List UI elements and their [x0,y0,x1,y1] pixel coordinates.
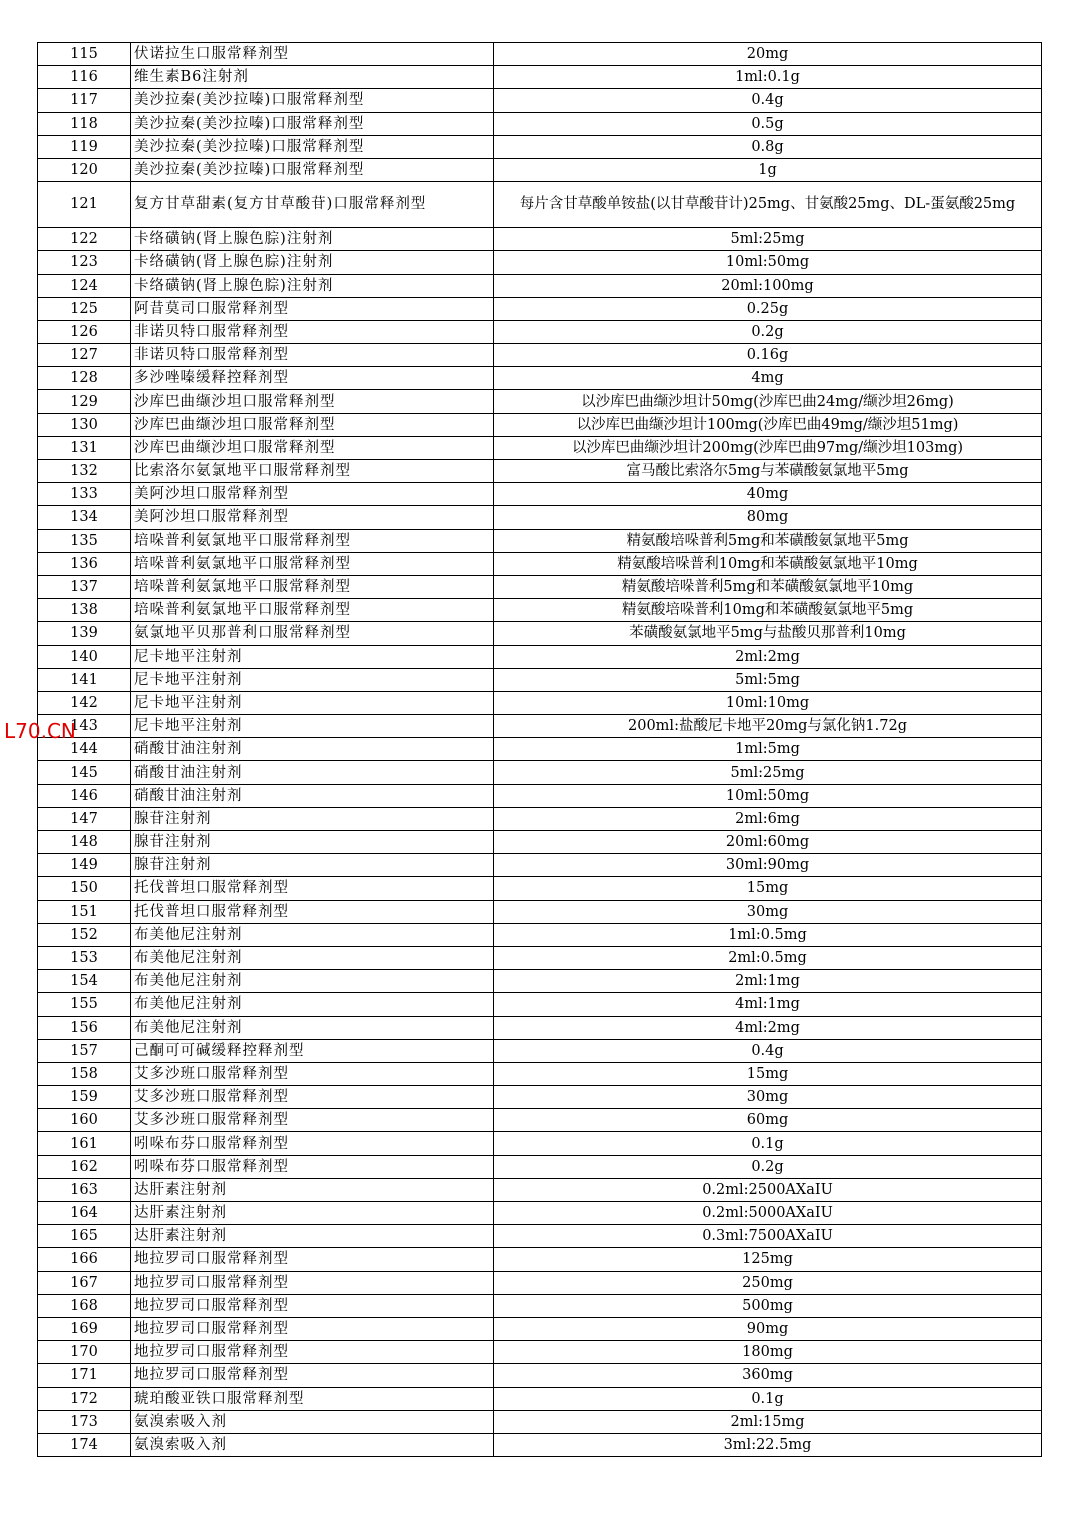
drug-specification: 2ml:2mg [494,645,1042,668]
table-row [38,367,1042,390]
row-number: 133 [38,483,131,506]
row-number: 161 [38,1132,131,1155]
drug-specification: 0.8g [494,135,1042,158]
table-row [38,413,1042,436]
drug-name: 维生素B6注射剂 [131,66,494,89]
drug-specification: 2ml:6mg [494,807,1042,830]
row-number: 126 [38,320,131,343]
drug-specification: 0.25g [494,297,1042,320]
drug-name: 达肝素注射剂 [131,1202,494,1225]
drug-specification: 30mg [494,1086,1042,1109]
row-number: 129 [38,390,131,413]
drug-specification: 3ml:22.5mg [494,1433,1042,1456]
row-number: 159 [38,1086,131,1109]
row-number: 154 [38,970,131,993]
drug-name: 布美他尼注射剂 [131,946,494,969]
table-row [38,297,1042,320]
row-number: 124 [38,274,131,297]
drug-specification: 10ml:50mg [494,251,1042,274]
drug-name: 培哚普利氨氯地平口服常释剂型 [131,575,494,598]
table-row [38,1016,1042,1039]
row-number: 150 [38,877,131,900]
table-row [38,715,1042,738]
drug-name: 比索洛尔氨氯地平口服常释剂型 [131,460,494,483]
drug-name: 硝酸甘油注射剂 [131,738,494,761]
drug-name: 布美他尼注射剂 [131,923,494,946]
drug-specification: 4ml:1mg [494,993,1042,1016]
table-row [38,552,1042,575]
row-number: 122 [38,228,131,251]
watermark-text: L70.CN [4,719,76,743]
row-number: 148 [38,831,131,854]
drug-specification: 以沙库巴曲缬沙坦计200mg(沙库巴曲97mg/缬沙坦103mg) [494,436,1042,459]
drug-specification: 10ml:10mg [494,691,1042,714]
drug-name: 培哚普利氨氯地平口服常释剂型 [131,552,494,575]
row-number: 145 [38,761,131,784]
row-number: 146 [38,784,131,807]
row-number: 164 [38,1202,131,1225]
row-number: 170 [38,1341,131,1364]
row-number: 128 [38,367,131,390]
drug-name: 美沙拉秦(美沙拉嗪)口服常释剂型 [131,135,494,158]
drug-specification: 2ml:1mg [494,970,1042,993]
drug-specification: 2ml:0.5mg [494,946,1042,969]
table-row [38,436,1042,459]
row-number: 127 [38,344,131,367]
drug-specification: 0.2g [494,320,1042,343]
row-number: 123 [38,251,131,274]
table-row [38,1294,1042,1317]
drug-name: 复方甘草甜素(复方甘草酸苷)口服常释剂型 [131,182,494,228]
table-row [38,993,1042,1016]
drug-name: 布美他尼注射剂 [131,1016,494,1039]
row-number: 156 [38,1016,131,1039]
drug-name: 非诺贝特口服常释剂型 [131,344,494,367]
row-number: 171 [38,1364,131,1387]
drug-specification: 0.3ml:7500AXaIU [494,1225,1042,1248]
drug-specification: 0.2g [494,1155,1042,1178]
row-number: 136 [38,552,131,575]
row-number: 168 [38,1294,131,1317]
row-number: 131 [38,436,131,459]
drug-specification: 以沙库巴曲缬沙坦计100mg(沙库巴曲49mg/缬沙坦51mg) [494,413,1042,436]
row-number: 152 [38,923,131,946]
table-row [38,877,1042,900]
drug-name: 沙库巴曲缬沙坦口服常释剂型 [131,390,494,413]
row-number: 138 [38,599,131,622]
table-row [38,923,1042,946]
table-row [38,1317,1042,1340]
drug-name: 阿昔莫司口服常释剂型 [131,297,494,320]
drug-name: 卡络磺钠(肾上腺色腙)注射剂 [131,251,494,274]
drug-specification: 80mg [494,506,1042,529]
table-row [38,1109,1042,1132]
drug-name: 腺苷注射剂 [131,831,494,854]
drug-specification: 1g [494,158,1042,181]
drug-name: 地拉罗司口服常释剂型 [131,1341,494,1364]
drug-name: 硝酸甘油注射剂 [131,761,494,784]
table-row [38,1132,1042,1155]
row-number: 139 [38,622,131,645]
drug-name: 卡络磺钠(肾上腺色腙)注射剂 [131,274,494,297]
drug-specification: 0.5g [494,112,1042,135]
drug-name: 布美他尼注射剂 [131,970,494,993]
drug-specification: 125mg [494,1248,1042,1271]
table-row [38,854,1042,877]
table-row [38,691,1042,714]
drug-name: 琥珀酸亚铁口服常释剂型 [131,1387,494,1410]
row-number: 135 [38,529,131,552]
drug-name: 腺苷注射剂 [131,807,494,830]
table-row [38,251,1042,274]
drug-name: 地拉罗司口服常释剂型 [131,1364,494,1387]
row-number: 165 [38,1225,131,1248]
table-row [38,738,1042,761]
drug-specification: 精氨酸培哚普利10mg和苯磺酸氨氯地平5mg [494,599,1042,622]
drug-name: 托伐普坦口服常释剂型 [131,900,494,923]
drug-name: 美沙拉秦(美沙拉嗪)口服常释剂型 [131,158,494,181]
drug-name: 美沙拉秦(美沙拉嗪)口服常释剂型 [131,89,494,112]
row-number: 166 [38,1248,131,1271]
drug-name: 艾多沙班口服常释剂型 [131,1109,494,1132]
table-row [38,66,1042,89]
drug-name: 沙库巴曲缬沙坦口服常释剂型 [131,436,494,459]
drug-specification: 20ml:60mg [494,831,1042,854]
row-number: 155 [38,993,131,1016]
table-row [38,1039,1042,1062]
row-number: 173 [38,1410,131,1433]
drug-specification: 苯磺酸氨氯地平5mg与盐酸贝那普利10mg [494,622,1042,645]
drug-name: 美阿沙坦口服常释剂型 [131,506,494,529]
drug-name: 布美他尼注射剂 [131,993,494,1016]
table-row [38,970,1042,993]
table-row [38,831,1042,854]
drug-specification: 每片含甘草酸单铵盐(以甘草酸苷计)25mg、甘氨酸25mg、DL-蛋氨酸25mg [494,182,1042,228]
table-row [38,158,1042,181]
drug-name: 艾多沙班口服常释剂型 [131,1086,494,1109]
drug-list-table [37,42,1042,1457]
table-row [38,575,1042,598]
table-row [38,1271,1042,1294]
drug-specification: 1ml:0.1g [494,66,1042,89]
drug-name: 沙库巴曲缬沙坦口服常释剂型 [131,413,494,436]
drug-specification: 5ml:25mg [494,761,1042,784]
row-number: 172 [38,1387,131,1410]
table-row [38,668,1042,691]
table-row [38,1410,1042,1433]
drug-name: 美阿沙坦口服常释剂型 [131,483,494,506]
row-number: 115 [38,43,131,66]
drug-specification: 20mg [494,43,1042,66]
drug-list-table-container [37,42,1041,1457]
row-number: 169 [38,1317,131,1340]
drug-name: 尼卡地平注射剂 [131,668,494,691]
drug-name: 腺苷注射剂 [131,854,494,877]
drug-specification: 20ml:100mg [494,274,1042,297]
row-number: 149 [38,854,131,877]
row-number: 140 [38,645,131,668]
table-row [38,320,1042,343]
drug-name: 托伐普坦口服常释剂型 [131,877,494,900]
table-body [38,43,1042,1457]
table-row [38,599,1042,622]
drug-name: 美沙拉秦(美沙拉嗪)口服常释剂型 [131,112,494,135]
row-number: 120 [38,158,131,181]
drug-name: 尼卡地平注射剂 [131,715,494,738]
table-row [38,1433,1042,1456]
drug-name: 尼卡地平注射剂 [131,645,494,668]
row-number: 125 [38,297,131,320]
drug-name: 达肝素注射剂 [131,1178,494,1201]
drug-specification: 360mg [494,1364,1042,1387]
row-number: 157 [38,1039,131,1062]
drug-specification: 30ml:90mg [494,854,1042,877]
table-row [38,900,1042,923]
table-row [38,43,1042,66]
table-row [38,1155,1042,1178]
drug-name: 地拉罗司口服常释剂型 [131,1271,494,1294]
table-row [38,1248,1042,1271]
drug-specification: 以沙库巴曲缬沙坦计50mg(沙库巴曲24mg/缬沙坦26mg) [494,390,1042,413]
table-row [38,1178,1042,1201]
drug-name: 地拉罗司口服常释剂型 [131,1317,494,1340]
row-number: 130 [38,413,131,436]
table-row [38,182,1042,228]
drug-specification: 2ml:15mg [494,1410,1042,1433]
row-number: 132 [38,460,131,483]
drug-name: 多沙唑嗪缓释控释剂型 [131,367,494,390]
drug-specification: 0.4g [494,1039,1042,1062]
table-row [38,761,1042,784]
drug-specification: 5ml:25mg [494,228,1042,251]
table-row [38,506,1042,529]
drug-specification: 15mg [494,877,1042,900]
row-number: 121 [38,182,131,228]
drug-specification: 4mg [494,367,1042,390]
table-row [38,807,1042,830]
drug-name: 艾多沙班口服常释剂型 [131,1062,494,1085]
drug-specification: 500mg [494,1294,1042,1317]
drug-name: 卡络磺钠(肾上腺色腙)注射剂 [131,228,494,251]
table-row [38,344,1042,367]
table-row [38,460,1042,483]
row-number: 142 [38,691,131,714]
drug-specification: 40mg [494,483,1042,506]
table-row [38,1202,1042,1225]
drug-specification: 250mg [494,1271,1042,1294]
drug-specification: 4ml:2mg [494,1016,1042,1039]
row-number: 163 [38,1178,131,1201]
drug-specification: 1ml:5mg [494,738,1042,761]
table-row [38,1387,1042,1410]
table-row [38,784,1042,807]
table-row [38,1225,1042,1248]
table-row [38,1364,1042,1387]
row-number: 118 [38,112,131,135]
row-number: 134 [38,506,131,529]
drug-name: 己酮可可碱缓释控释剂型 [131,1039,494,1062]
drug-specification: 180mg [494,1341,1042,1364]
table-row [38,645,1042,668]
drug-name: 地拉罗司口服常释剂型 [131,1294,494,1317]
row-number: 167 [38,1271,131,1294]
row-number: 144 [38,738,131,761]
drug-name: 氨氯地平贝那普利口服常释剂型 [131,622,494,645]
table-row [38,228,1042,251]
drug-specification: 15mg [494,1062,1042,1085]
row-number: 119 [38,135,131,158]
drug-name: 培哚普利氨氯地平口服常释剂型 [131,599,494,622]
table-row [38,483,1042,506]
row-number: 158 [38,1062,131,1085]
table-row [38,946,1042,969]
drug-specification: 0.2ml:5000AXaIU [494,1202,1042,1225]
table-row [38,529,1042,552]
drug-name: 伏诺拉生口服常释剂型 [131,43,494,66]
row-number: 160 [38,1109,131,1132]
table-row [38,135,1042,158]
drug-specification: 富马酸比索洛尔5mg与苯磺酸氨氯地平5mg [494,460,1042,483]
row-number: 174 [38,1433,131,1456]
drug-specification: 90mg [494,1317,1042,1340]
drug-name: 达肝素注射剂 [131,1225,494,1248]
drug-specification: 5ml:5mg [494,668,1042,691]
drug-name: 氨溴索吸入剂 [131,1433,494,1456]
row-number: 117 [38,89,131,112]
drug-name: 硝酸甘油注射剂 [131,784,494,807]
drug-specification: 1ml:0.5mg [494,923,1042,946]
table-row [38,1062,1042,1085]
table-row [38,1086,1042,1109]
table-row [38,274,1042,297]
drug-specification: 0.1g [494,1132,1042,1155]
row-number: 137 [38,575,131,598]
drug-specification: 精氨酸培哚普利5mg和苯磺酸氨氯地平5mg [494,529,1042,552]
drug-name: 吲哚布芬口服常释剂型 [131,1155,494,1178]
drug-name: 地拉罗司口服常释剂型 [131,1248,494,1271]
row-number: 151 [38,900,131,923]
row-number: 116 [38,66,131,89]
drug-specification: 60mg [494,1109,1042,1132]
row-number: 147 [38,807,131,830]
row-number: 143 [38,715,131,738]
drug-specification: 精氨酸培哚普利5mg和苯磺酸氨氯地平10mg [494,575,1042,598]
drug-name: 培哚普利氨氯地平口服常释剂型 [131,529,494,552]
table-row [38,390,1042,413]
drug-specification: 0.16g [494,344,1042,367]
drug-specification: 200ml:盐酸尼卡地平20mg与氯化钠1.72g [494,715,1042,738]
table-row [38,89,1042,112]
row-number: 141 [38,668,131,691]
drug-specification: 0.2ml:2500AXaIU [494,1178,1042,1201]
row-number: 153 [38,946,131,969]
table-row [38,112,1042,135]
drug-name: 尼卡地平注射剂 [131,691,494,714]
drug-specification: 0.4g [494,89,1042,112]
drug-name: 非诺贝特口服常释剂型 [131,320,494,343]
drug-name: 吲哚布芬口服常释剂型 [131,1132,494,1155]
drug-specification: 0.1g [494,1387,1042,1410]
drug-specification: 30mg [494,900,1042,923]
drug-specification: 10ml:50mg [494,784,1042,807]
drug-specification: 精氨酸培哚普利10mg和苯磺酸氨氯地平10mg [494,552,1042,575]
row-number: 162 [38,1155,131,1178]
table-row [38,1341,1042,1364]
drug-name: 氨溴索吸入剂 [131,1410,494,1433]
table-row [38,622,1042,645]
